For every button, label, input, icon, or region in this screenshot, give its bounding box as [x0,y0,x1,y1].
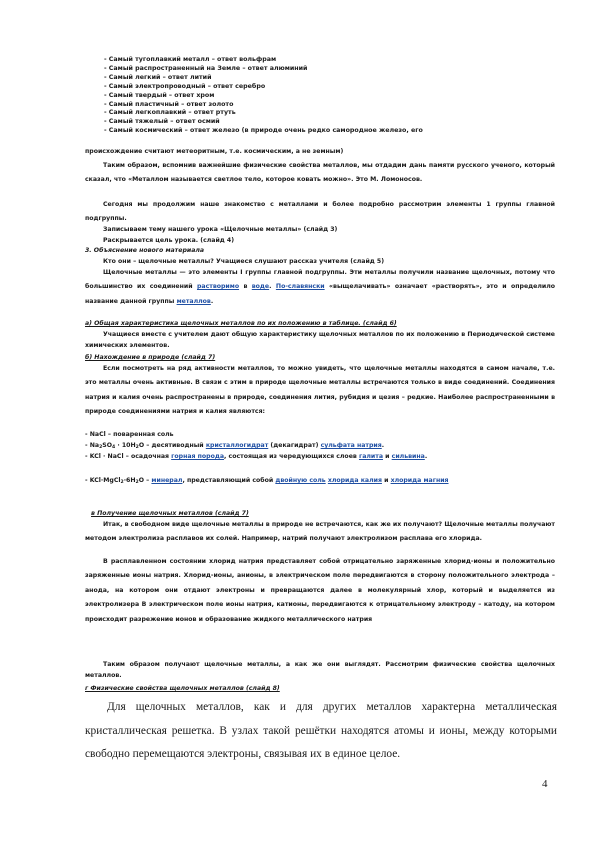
section-heading: г Физические свойства щелочных металлов (слайд 8) [85,685,280,692]
paragraph: Таким образом, вспомнив важнейшие физические свойства металлов, мы отдадим дань памяти русского ученого, который сказал, что «Металлом называется светлое тело, которое ковать можно». Это М. Ломоносов. [85,162,555,184]
paragraph: Таким образом получают щелочные металлы, а как же они выглядят. Рассмотрим физические свойства щелочных металлов. [85,661,555,679]
link[interactable]: кристаллогидрат [205,442,269,449]
list-item: - Самый распространенный на Земле – ответ алюминий [104,64,308,72]
link[interactable]: хлорида калия [327,477,382,484]
list-item: - Самый пластичный – ответ золото [104,100,234,108]
compound-item: - KCl · NaCl – осадочная горная порода, состоящая из чередующихся слоев галита и сильвина. [85,453,428,460]
list-item: - Самый тяжелый – ответ осмий [104,118,220,126]
section-heading: в Получение щелочных металлов (слайд 7) [91,510,249,517]
lesson-topic: Записываем тему нашего урока «Щелочные металлы» (слайд 3) [103,226,338,233]
compound-item: - NaCl – поваренная соль [85,431,174,438]
lesson-goal: Раскрывается цель урока. (слайд 4) [103,237,235,244]
section-heading: а) Общая характеристика щелочных металлов по их положению в таблице. (слайд 6) [85,320,397,327]
paragraph: Если посмотреть на ряд активности металлов, то можно увидеть, что щелочные металлы находятся в самом начале, т.е. это металлы очень активные. В связи с этим в природе щелочные металлы встречаются только в виде соединений. Соединения натрия и калия очень распространены в природе, соединения лития, рубидия и цезия – редкие. Наиболее распространенными в природе соединениями натрия и калия являются: [85,365,555,416]
body-paragraph: Для щелочных металлов, как и для других металлов характерна металлическая кристаллическая решетка. В узлах такой решётки находятся атомы и ионы, между которыми свободно перемещаются электроны, связывая их в единое целое. [85,701,557,760]
link[interactable]: минерал [151,477,183,484]
compound-item: - $KCl\cdot MgCl_2\cdot 6H_2O$ – минерал, представляющий собой двойную соль хлорида калия и хлорида магния [85,477,449,485]
list-item: - Самый легкий – ответ литий [104,73,212,81]
section-heading: 3. Объяснение нового материала [85,247,205,254]
paragraph: Итак, в свободном виде щелочные металлы в природе не встречаются, как же их получают? Щелочные металлы получают методом электролиза расплавов их солей. Например, натрий получают электролизом расплава его хлорида. [85,521,555,543]
link[interactable]: сульфата натрия [320,442,382,449]
metal-records-list [104,56,564,136]
list-item: - Самый твердый – ответ хром [104,91,215,99]
link[interactable]: горная порода [171,453,225,460]
section-heading: б) Нахождение в природе (слайд 7) [85,354,216,361]
link[interactable]: По-славянски [275,283,325,291]
compound-item: - $Na_2SO_4 \cdot 10H_2O$ – десятиводный кристаллогидрат (декагидрат) сульфата натрия. [85,442,385,450]
link[interactable]: хлорида магния [390,477,449,484]
link[interactable]: воде [251,283,270,291]
page-number: 4 [542,778,548,790]
link[interactable]: двойную соль [275,477,326,484]
paragraph: Кто они – щелочные металлы? Учащиеся слушают рассказ учителя (слайд 5) [103,258,385,265]
link[interactable]: растворимо [196,283,240,291]
paragraph: Сегодня мы продолжим наше знакомство с металлами и более подробно рассмотрим элементы 1 группы главной подгруппы. [85,201,555,223]
list-item: - Самый космический – ответ железо (в природе очень редко самородное железо, его [104,127,423,135]
paragraph: происхождение считают метеоритным, т.е. космическим, а не земным) [85,148,344,155]
paragraph: Щелочные металлы — это элементы I группы главной подгруппы. Эти металлы получили название щелочных, потому что большинство их соединений растворимо в воде. По-славянски «выщелачивать» означает «растворять», это и определило название данной группы металлов. [85,269,555,305]
paragraph: Учащиеся вместе с учителем дают общую характеристику щелочных металлов по их положению в Периодической системе химических элементов. [85,331,555,349]
link[interactable]: металлов [176,297,211,305]
link[interactable]: галита [358,453,384,460]
list-item: - Самый электропроводный – ответ серебро [104,82,266,90]
list-item: - Самый тугоплавкий металл – ответ вольфрам [104,56,277,63]
link[interactable]: сильвина [391,453,425,460]
list-item: - Самый легкоплавкий – ответ ртуть [104,109,236,117]
paragraph: В расплавленном состоянии хлорид натрия представляет собой отрицательно заряженные хлорид-ионы и положительно заряженные ионы натрия. Хлорид-ионы, анионы, в электрическом поле передвигаются в сторону положительного электрода – анода, на котором они отдают электроны и превращаются далее в молекулярный хлор, который и выделяется из электролизера В электрическом поле ионы натрия, катионы, передвигаются к отрицательному электроду – катоду, на котором происходит разрежение ионов и образование жидкого металлического натрия [85,558,555,623]
